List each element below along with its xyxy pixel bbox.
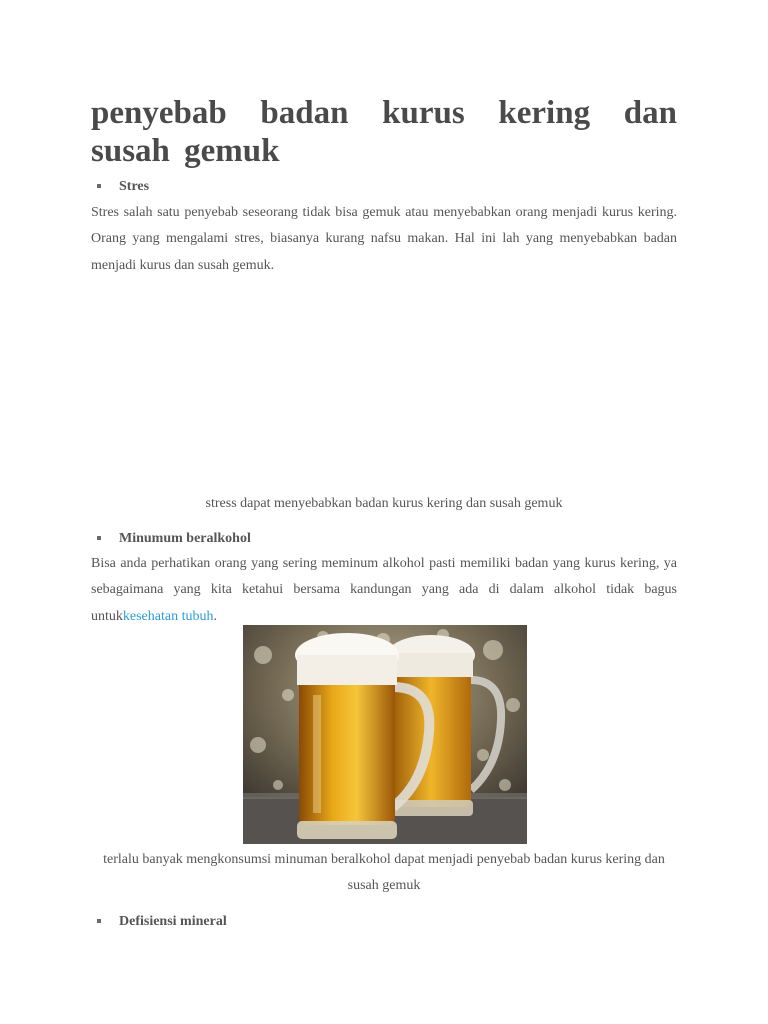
page-title: penyebab badan kurus kering dan susah gemuk xyxy=(91,95,677,169)
paragraph-alkohol: Bisa anda perhatikan orang yang sering meminum alkohol pasti memiliki badan yang kurus kering, ya sebagaimana yang kita ketahui bersama kandungan yang ada di dalam alkohol tidak bagus untukkesehatan tubuh. xyxy=(91,556,677,624)
caption-alkohol: terlalu banyak mengkonsumsi minuman beralkohol dapat menjadi penyebab badan kurus kering dan susah gemuk xyxy=(103,852,665,893)
bullet-icon xyxy=(97,184,101,188)
bullet-icon xyxy=(97,919,101,923)
paragraph-stres: Stres salah satu penyebab seseorang tidak bisa gemuk atau menyebabkan orang menjadi kurus kering. Orang yang mengalami stres, biasanya kurang nafsu makan. Hal ini lah yang menyebabkan badan menjadi kurus dan susah gemuk. xyxy=(91,205,677,273)
caption-stres: stress dapat menyebabkan badan kurus kering dan susah gemuk xyxy=(205,496,563,511)
kesehatan-tubuh-link[interactable]: kesehatan tubuh xyxy=(122,608,214,624)
bullet-icon xyxy=(97,536,101,540)
beer-mugs-photo xyxy=(243,625,527,844)
